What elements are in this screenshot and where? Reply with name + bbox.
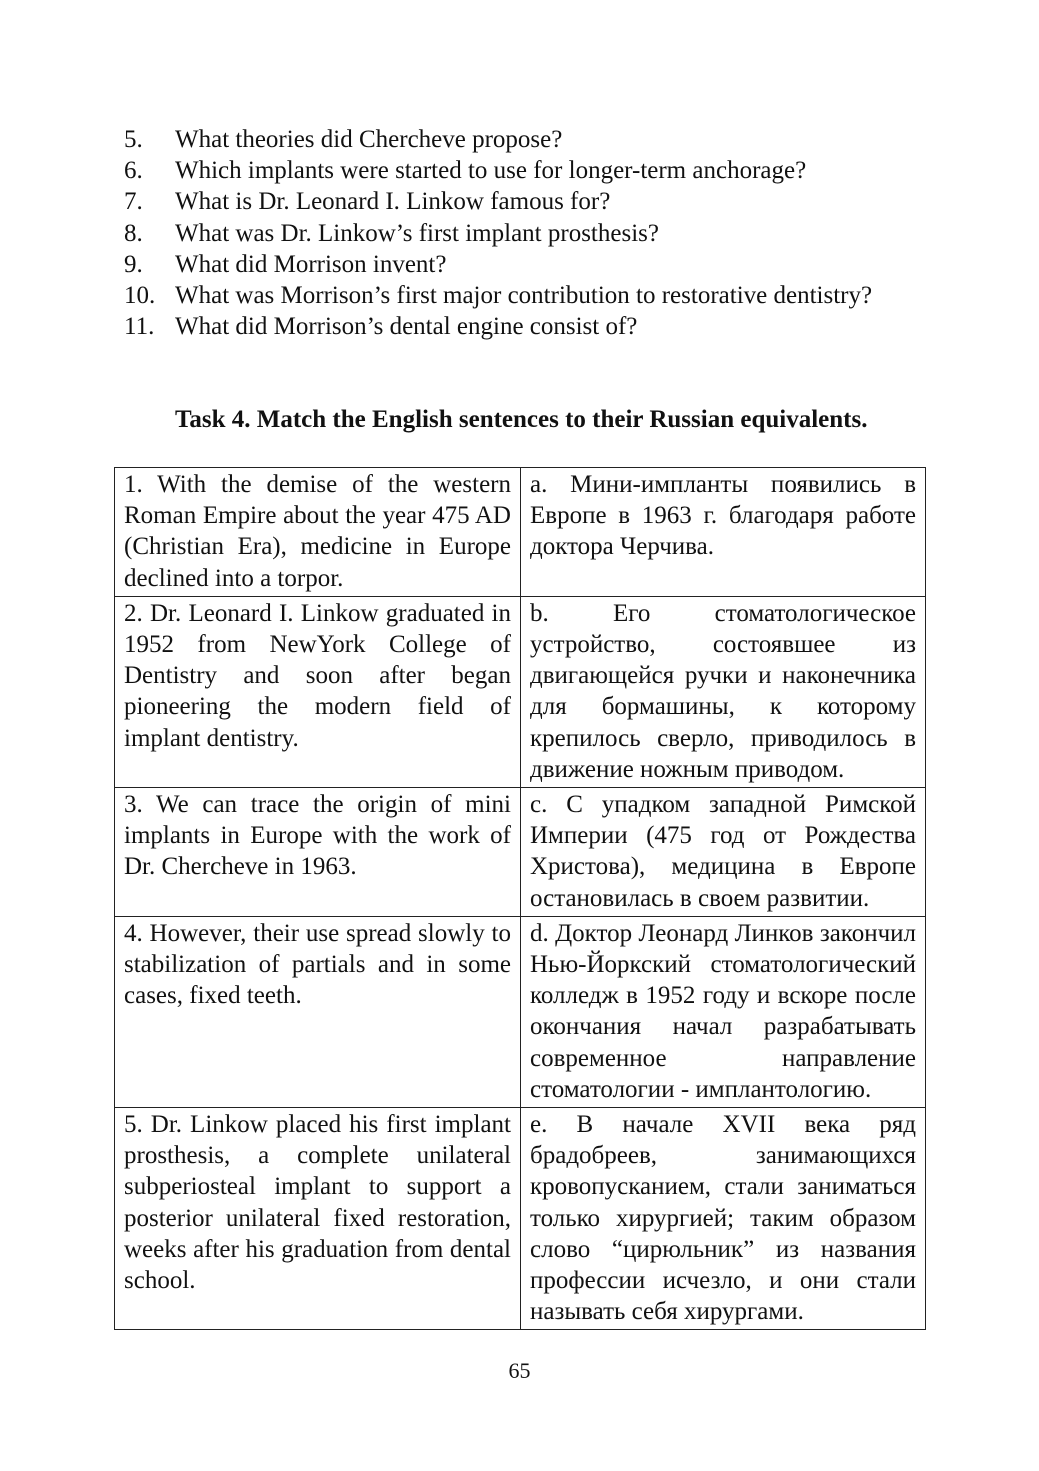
english-sentence: 1. With the demise of the western Roman Empire about the year 475 AD (Christian Era), medicine in Europe declined into a torpor. [115, 468, 521, 597]
question-item [124, 280, 916, 311]
question-item [124, 249, 916, 280]
table-row [115, 1108, 926, 1330]
page-number: 65 [508, 1358, 531, 1383]
table-row [115, 596, 926, 787]
table-row [115, 468, 926, 597]
russian-sentence: b. Его стоматологическое устройство, состоявшее из двигающейся ручки и наконечника для бормашины, к которому крепилось сверло, приводилось в движение ножным приводом. [521, 596, 926, 787]
question-text: What was Dr. Linkow’s first implant prosthesis? [175, 219, 659, 247]
russian-sentence: c. С упадком западной Римской Империи (475 год от Рождества Христова), медицина в Европе остановилась в своем развитии. [521, 788, 926, 917]
matching-table [114, 467, 926, 1330]
question-text: What theories did Chercheve propose? [175, 126, 563, 153]
question-item [124, 311, 916, 342]
english-sentence: 4. However, their use spread slowly to stabilization of partials and in some cases, fixed teeth. [115, 916, 521, 1107]
english-sentence: 5. Dr. Linkow placed his first implant prosthesis, a complete unilateral subperiosteal implant to support a posterior unilateral fixed restoration, weeks after his graduation from dental school. [115, 1108, 521, 1330]
question-text: What is Dr. Leonard I. Linkow famous for? [175, 188, 611, 216]
question-item [124, 155, 916, 186]
russian-sentence: e. В начале XVII века ряд брадобреев, занимающихся кровопусканием, стали заниматься только хирургией; таким образом слово “цирюльник” из названия профессии исчезло, и они стали называть себя хирургами. [521, 1108, 926, 1330]
question-text: What was Morrison’s first major contribution to restorative dentistry? [175, 282, 873, 310]
english-sentence: 2. Dr. Leonard I. Linkow graduated in 1952 from NewYork College of Dentistry and soon after began pioneering the modern field of implant dentistry. [115, 596, 521, 787]
question-number: 5. [124, 126, 143, 153]
question-text: Which implants were started to use for longer-term anchorage? [175, 157, 807, 185]
question-text: What did Morrison’s dental engine consist of? [175, 313, 638, 341]
question-item [124, 218, 916, 249]
question-number: 6. [124, 157, 143, 185]
table-row [115, 916, 926, 1107]
russian-sentence: a. Мини-импланты появились в Европе в 1963 г. благодаря работе доктора Черчива. [521, 468, 926, 597]
question-number: 11. [124, 313, 155, 341]
question-item [124, 186, 916, 217]
question-number: 9. [124, 250, 143, 278]
question-number: 10. [124, 282, 156, 310]
english-sentence: 3. We can trace the origin of mini implants in Europe with the work of Dr. Chercheve in 1963. [115, 788, 521, 917]
table-row [115, 788, 926, 917]
task-heading: Task 4. Match the English sentences to their Russian equivalents. [175, 406, 868, 433]
question-number: 8. [124, 219, 143, 247]
russian-sentence: d. Доктор Леонард Линков закончил Нью-Йоркский стоматологический колледж в 1952 году и вскоре после окончания начал разрабатывать современное направление стоматологии - имплантологию. [521, 916, 926, 1107]
question-number: 7. [124, 188, 143, 216]
question-list [124, 124, 916, 342]
question-text: What did Morrison invent? [175, 250, 447, 278]
question-item [124, 124, 916, 155]
